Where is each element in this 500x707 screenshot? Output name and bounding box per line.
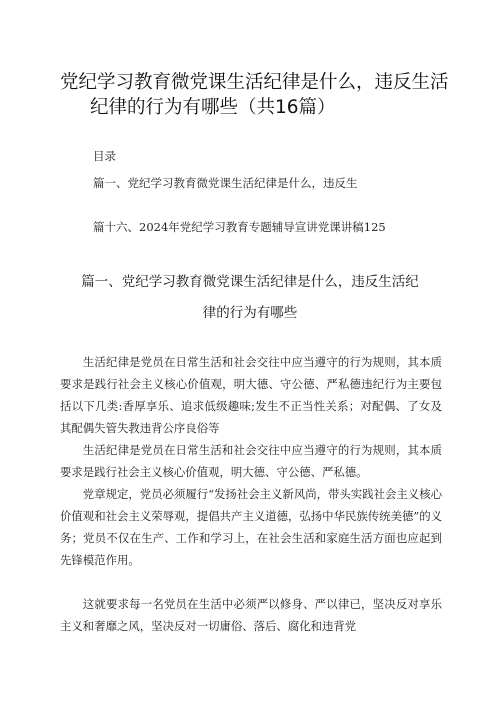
section-title-line-1: 篇一、党纪学习教育微党课生活纪律是什么，违反生活纪	[81, 274, 419, 290]
body-paragraph-4: 这就要求每一名党员在生活中必须严以修身、严以律已，坚决反对享乐主义和奢靡之风，坚决反对一切庸俗、落后、腐化和违背党	[60, 597, 442, 633]
document-title-line-1: 党纪学习教育微党课生活纪律是什么，违反生活	[60, 72, 449, 93]
body-paragraph-1: 生活纪律是党员在日常生活和社会交往中应当遵守的行为规则，其本质要求是践行社会主义核心价值观，明大德、守公德、严私德违纪行为主要包括以下几类:香厚享乐、追求低级趣味;发生不正当性关系；对配偶、了女及其配偶失管失教违背公序良俗等	[60, 355, 442, 435]
body-paragraph-3: 党章规定，党员必须履行“发扬社会主义新风尚，带头实践社会主义核心价值观和社会主义荣辱观，提倡共产主义道德，弘扬中华民族传统美德”的义务；党员不仅在生产、工作和学习上，在社会生活和家庭生活方面也应起到先锋模范作用。	[60, 487, 442, 567]
document-title-line-2: 纪律的行为有哪些（共16篇）	[90, 97, 336, 118]
document-title	[60, 70, 460, 120]
body-paragraph-2: 生活纪律是党员在日常生活和社会交往中应当遵守的行为规则，其本质要求是践行社会主义核心价值观，明大德、守公德、严私德。	[60, 443, 442, 479]
toc-entry-16[interactable]: 篇十六、2024年党纪学习教育专题辅导宣讲党课讲稿125	[93, 220, 386, 234]
section-title-line-2: 律的行为有哪些	[202, 305, 298, 321]
toc-entry-1[interactable]: 篇一、党纪学习教育微党课生活纪律是什么，违反生	[93, 176, 358, 190]
toc-heading: 目录	[93, 149, 116, 163]
